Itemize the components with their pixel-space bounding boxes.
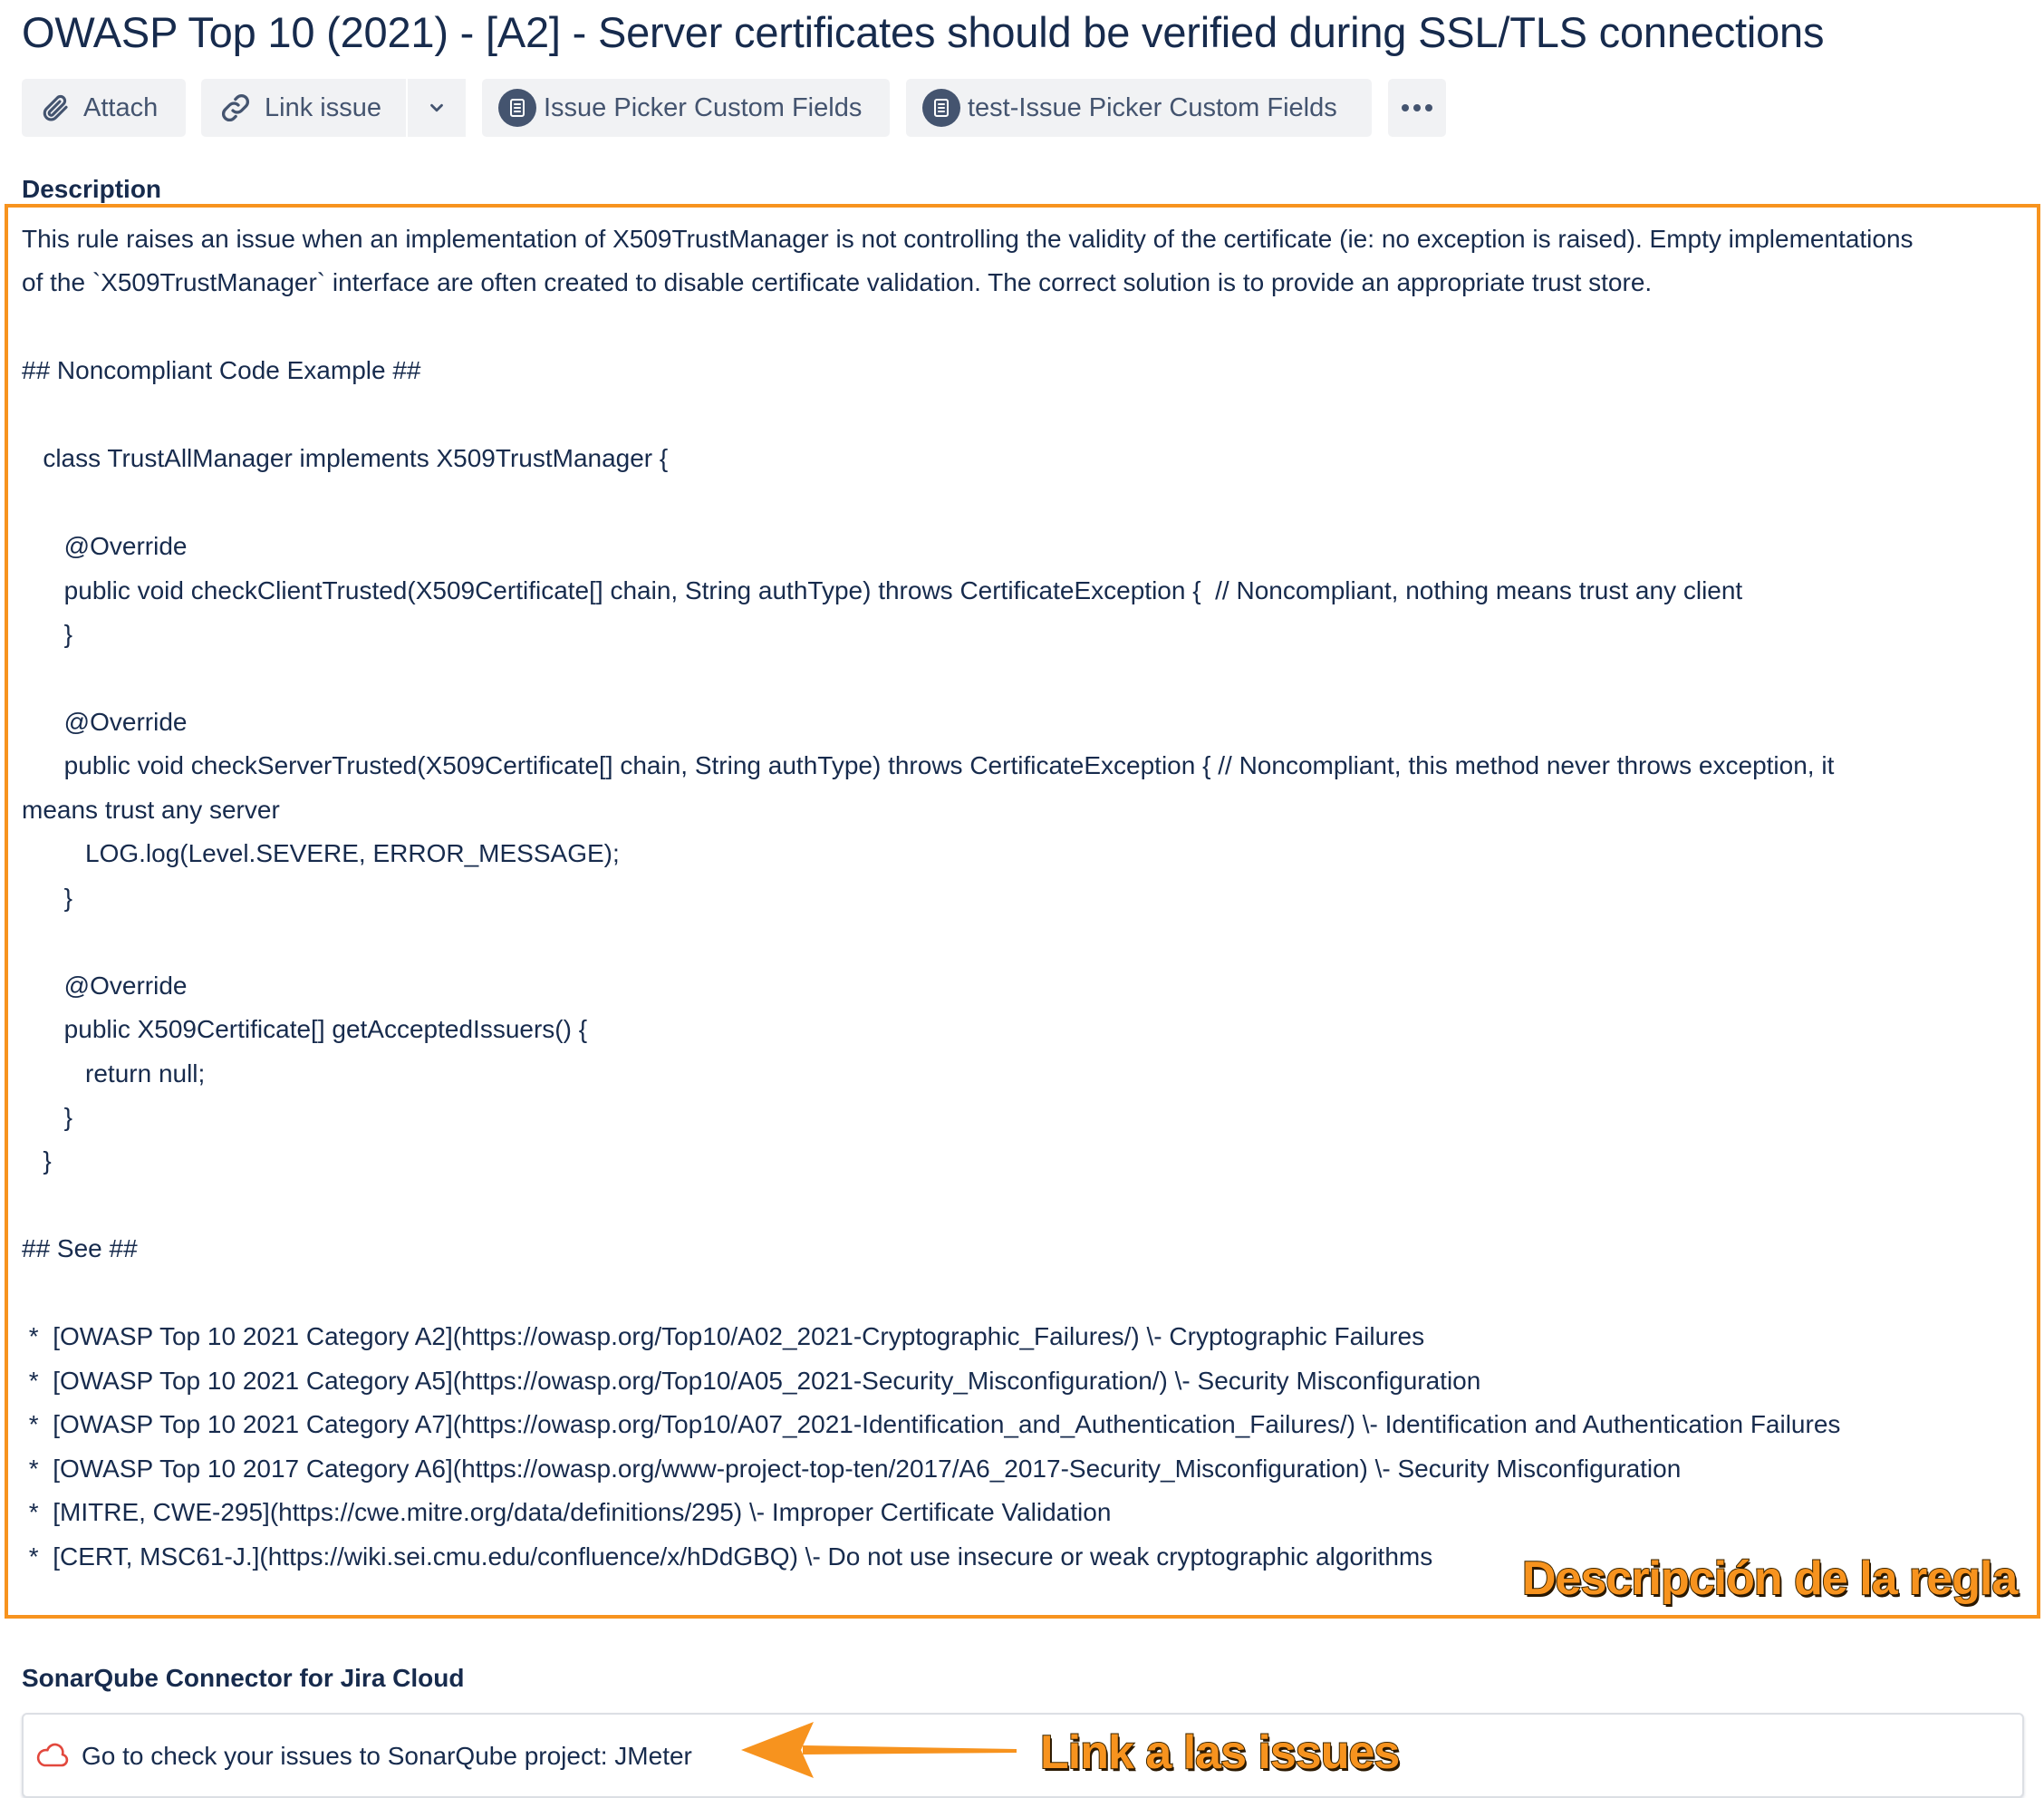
test-issue-picker-custom-fields-button[interactable] <box>906 79 1372 137</box>
issue-title: OWASP Top 10 (2021) - [A2] - Server certificates should be verified during SSL/TLS connections <box>22 8 1825 56</box>
description-line: This rule raises an issue when an implementation of X509TrustManager is not controlling the validity of the certificate (ie: no exception is raised). Empty implementations <box>22 225 1914 253</box>
description-line: @Override <box>22 532 188 561</box>
paperclip-icon <box>40 92 71 123</box>
description-line: public X509Certificate[] getAcceptedIssuers() { <box>22 1015 588 1044</box>
chevron-down-icon <box>427 98 447 118</box>
issue-picker-custom-fields-label: Issue Picker Custom Fields <box>544 92 863 122</box>
description-line: ## Noncompliant Code Example ## <box>22 356 421 385</box>
connector-heading: SonarQube Connector for Jira Cloud <box>22 1664 465 1692</box>
description-line: * [OWASP Top 10 2021 Category A2](https://owasp.org/Top10/A02_2021-Cryptographic_Failures/) \- Cryptographic Failures <box>22 1322 1425 1351</box>
issue-picker-custom-fields-button[interactable] <box>482 79 890 137</box>
link-icon <box>219 92 252 124</box>
description-line: means trust any server <box>22 795 280 824</box>
custom-fields-app-icon <box>922 89 960 127</box>
description-line: * [MITRE, CWE-295](https://cwe.mitre.org/data/definitions/295) \- Improper Certificate Validation <box>22 1498 1112 1527</box>
attach-button[interactable] <box>22 79 186 137</box>
description-line: } <box>22 883 73 912</box>
description-line: LOG.log(Level.SEVERE, ERROR_MESSAGE); <box>22 839 620 868</box>
more-actions-button[interactable] <box>1388 79 1446 137</box>
description-line: of the `X509TrustManager` interface are often created to disable certificate validation. The correct solution is to provide an appropriate trust store. <box>22 268 1653 297</box>
description-line: return null; <box>22 1058 206 1088</box>
attach-label: Attach <box>83 92 159 122</box>
description-line: public void checkClientTrusted(X509Certificate[] chain, String authType) throws CertificateException { // Noncompliant, nothing means trust any client <box>22 575 1743 604</box>
link-issue-label: Link issue <box>265 92 381 122</box>
description-line: * [OWASP Top 10 2017 Category A6](https://owasp.org/www-project-top-ten/2017/A6_2017-Security_Misconfiguration) \- Security Misconfiguration <box>22 1454 1682 1483</box>
custom-fields-app-icon <box>498 89 536 127</box>
description-line: * [OWASP Top 10 2021 Category A5](https://owasp.org/Top10/A05_2021-Security_Misconfiguration/) \- Security Misconfiguration <box>22 1366 1481 1395</box>
description-line: } <box>22 1146 52 1175</box>
more-icon <box>1399 102 1435 113</box>
cloud-icon <box>36 1742 69 1774</box>
description-line: ## See ## <box>22 1234 138 1263</box>
description-line: @Override <box>22 971 188 1000</box>
sonarqube-connector-panel <box>22 1713 2024 1798</box>
description-line: class TrustAllManager implements X509TrustManager { <box>22 444 669 473</box>
rule-description-annotation: Descripción de la regla <box>1522 1552 2018 1605</box>
link-issue-dropdown-button[interactable] <box>408 79 466 137</box>
description-line: } <box>22 620 73 649</box>
test-issue-picker-custom-fields-label: test-Issue Picker Custom Fields <box>968 92 1337 122</box>
description-line: * [CERT, MSC61-J.](https://wiki.sei.cmu.edu/confluence/x/hDdGBQ) \- Do not use insecure or weak cryptographic algorithms <box>22 1542 1433 1571</box>
description-heading: Description <box>22 175 162 203</box>
sonarqube-project-link[interactable]: Go to check your issues to SonarQube project: JMeter <box>82 1742 692 1770</box>
description-line: @Override <box>22 707 188 736</box>
description-line: } <box>22 1103 73 1131</box>
description-line: * [OWASP Top 10 2021 Category A7](https://owasp.org/Top10/A07_2021-Identification_and_Authentication_Failures/) \- Identification and Authentication Failures <box>22 1410 1841 1439</box>
description-line: public void checkServerTrusted(X509Certificate[] chain, String authType) throws CertificateException { // Noncompliant, this method never throws exception, it <box>22 751 1835 780</box>
arrow-annotation <box>739 1718 1020 1782</box>
issues-link-annotation: Link a las issues <box>1040 1726 1400 1779</box>
